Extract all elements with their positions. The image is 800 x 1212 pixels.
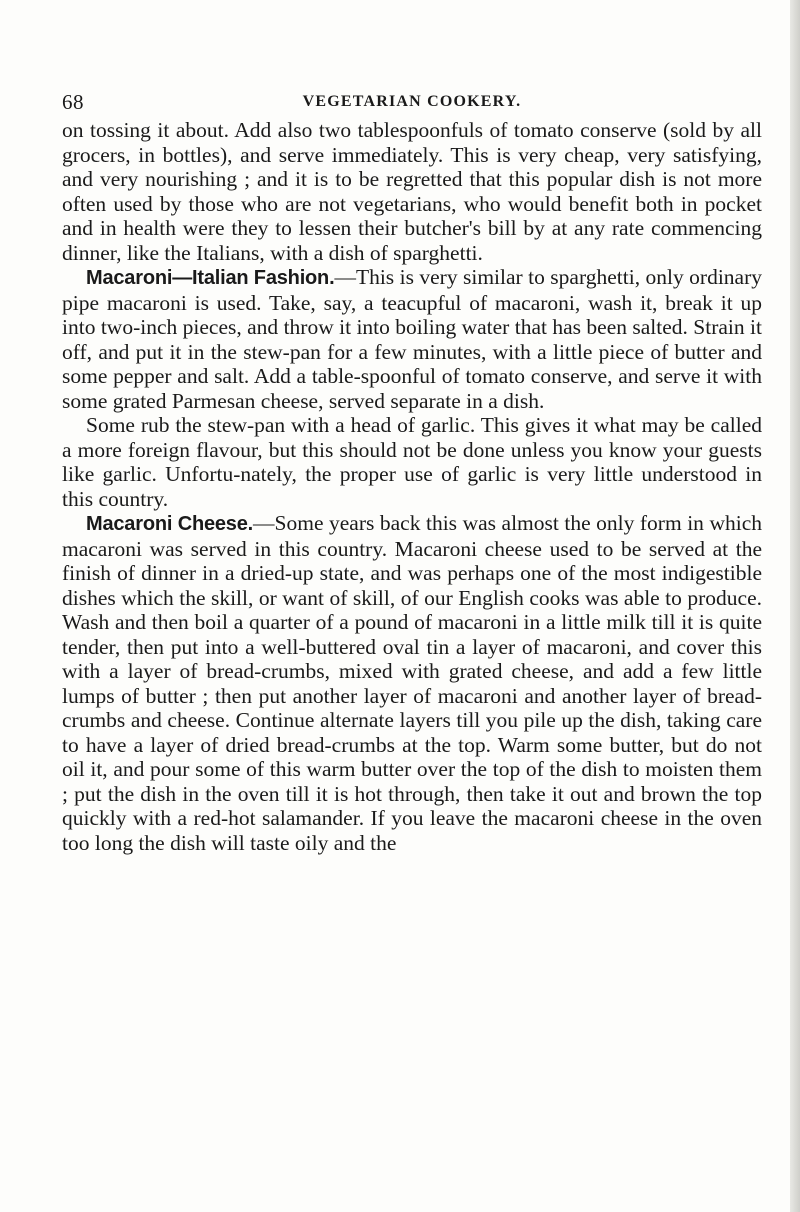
recipe-heading: Macaroni—Italian Fashion. (86, 267, 335, 289)
paragraph-text: on tossing it about. Add also two tablespoonfuls of tomato conserve (sold by all grocers, in bottles), and serve immediately. This is very cheap, very satisfying, and very nourishing ; and it is to be regretted that this popular dish is not more often used by those who are not vegetarians, who would benefit both in pocket and in health were they to lessen their butcher's bill by at any rate commencing dinner, like the Italians, with a dish of sparghetti. (62, 118, 762, 265)
page-edge (790, 0, 800, 1212)
paragraph-continuation (62, 118, 762, 265)
paragraph-text: —Some years back this was almost the only form in which macaroni was served in this country. Macaroni cheese used to be served at the finish of dinner in a dried-up state, and was perhaps one of the most indigestible dishes which the skill, or want of skill, of our English cooks was able to produce. Wash and then boil a quarter of a pound of macaroni in a little milk till it is quite tender, then put into a well-buttered oval tin a layer of macaroni, and cover this with a layer of bread-crumbs, mixed with grated cheese, and add a few little lumps of butter ; then put another layer of macaroni and another layer of bread-crumbs and cheese. Continue alternate layers till you pile up the dish, taking care to have a layer of dried bread-crumbs at the top. Warm some butter, but do not oil it, and pour some of this warm butter over the top of the dish to moisten them ; put the dish in the oven till it is hot through, then take it out and brown the top quickly with a red-hot salamander. If you leave the macaroni cheese in the oven too long the dish will taste oily and the (62, 511, 762, 855)
paragraph-text: Some rub the stew-pan with a head of garlic. This gives it what may be called a more foreign flavour, but this should not be done unless you know your guests like garlic. Unfortu-nately, the proper use of garlic is very little understood in this country. (62, 413, 762, 511)
running-title: VEGETARIAN COOKERY. (302, 93, 522, 110)
body-text (62, 118, 762, 855)
recipe-macaroni-cheese (62, 511, 762, 855)
recipe-heading: Macaroni Cheese. (86, 513, 254, 535)
page-header (62, 90, 762, 116)
paragraph-garlic (62, 413, 762, 511)
page-number: 68 (62, 90, 84, 114)
recipe-macaroni-italian (62, 265, 762, 413)
paragraph-text: —This is very similar to sparghetti, only ordinary pipe macaroni is used. Take, say, a teacupful of macaroni, wash it, break it up into two-inch pieces, and throw it into boiling water that has been salted. Strain it off, and put it in the stew-pan for a few minutes, with a little piece of butter and some pepper and salt. Add a table-spoonful of tomato conserve, and serve it with some grated Parmesan cheese, served separate in a dish. (62, 265, 762, 413)
